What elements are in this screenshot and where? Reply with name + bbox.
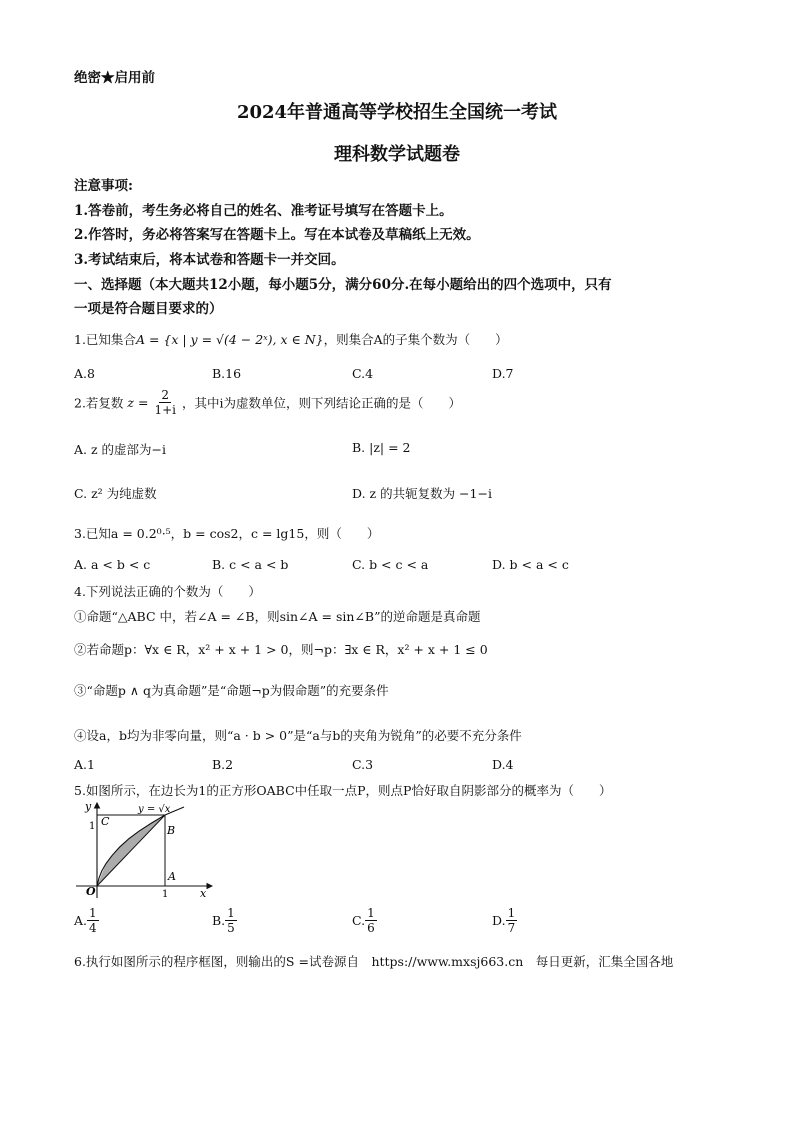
tick-y-1: 1	[89, 821, 96, 832]
point-b: B	[167, 824, 176, 837]
point-o: O	[86, 885, 96, 898]
question-3-stem: 3.已知a = 0.2⁰·⁵，b = cos2，c = lg15，则（ ）	[74, 526, 380, 541]
point-a: A	[168, 870, 176, 883]
q5-option-c-fraction	[365, 906, 377, 935]
q5-option-a	[74, 906, 99, 935]
q2-num: 2	[161, 388, 170, 402]
q4-statement-3: ③“命题p ∧ q为真命题”是“命题¬p为假命题”的充要条件	[74, 683, 389, 698]
q1-option-c: C.4	[352, 366, 374, 381]
q5-option-d-fraction	[506, 906, 518, 935]
section-heading-cont: 一项是符合题目要求的）	[74, 301, 223, 317]
question-6-stem	[74, 952, 673, 970]
section-heading: 一、选择题（本大题共12小题，每小题5分，满分60分.在每小题给出的四个选项中，只有	[74, 277, 612, 293]
q2-suffix: ，其中i为虚数单位，则下列结论正确的是（ ）	[181, 395, 461, 411]
q2-option-d: D. z 的共轭复数为 −1−i	[352, 486, 492, 501]
q1-option-a: A.8	[74, 366, 95, 381]
q5-option-a-den: 4	[89, 921, 97, 935]
q3-option-d: D. b < a < c	[492, 557, 569, 572]
curve-label: y = √x	[138, 804, 171, 815]
q1-suffix: ，则集合A的子集个数为（ ）	[323, 332, 508, 347]
point-c: C	[101, 815, 110, 828]
question-2-stem	[74, 388, 461, 417]
q5-option-c-den: 6	[367, 921, 375, 935]
exam-title: 2024年普通高等学校招生全国统一考试	[236, 102, 558, 123]
q5-option-a-num: 1	[89, 906, 97, 920]
exam-subtitle: 理科数学试题卷	[334, 144, 460, 165]
q5-option-d-letter: D.	[492, 913, 506, 928]
q5-option-b-letter: B.	[212, 913, 226, 928]
q5-option-a-letter: A.	[74, 913, 88, 928]
q4-option-a: A.1	[74, 757, 95, 772]
q5-option-b-fraction	[225, 906, 237, 935]
q5-option-c	[352, 906, 377, 935]
q1-option-b: B.16	[212, 366, 242, 381]
q4-statement-1: ①命题“△ABC 中，若∠A = ∠B，则sin∠A = sin∠B”的逆命题是真命题	[74, 609, 481, 624]
question-4-stem: 4.下列说法正确的个数为（ ）	[74, 584, 261, 599]
q2-option-a: A. z 的虚部为−i	[74, 442, 167, 457]
q5-option-a-fraction	[87, 906, 99, 935]
q4-option-c: C.3	[352, 757, 374, 772]
note-item: 3.考试结束后，将本试卷和答题卡一并交回。	[74, 252, 345, 268]
tick-x-1: 1	[162, 889, 169, 900]
q4-statement-2: ②若命题p：∀x ∈ R，x² + x + 1 > 0，则¬p：∃x ∈ R，x² + x + 1 ≤ 0	[74, 642, 488, 657]
q2-option-c: C. z² 为纯虚数	[74, 486, 157, 501]
q5-option-d	[492, 906, 517, 935]
y-axis-label: y	[85, 800, 92, 813]
q5-option-b-den: 5	[227, 921, 235, 935]
q5-figure	[72, 800, 220, 900]
q5-option-d-den: 7	[507, 921, 516, 935]
q2-den: 1+i	[154, 403, 176, 417]
q4-option-b: B.2	[212, 757, 234, 772]
notes-heading: 注意事项:	[74, 178, 133, 194]
note-item: 1.答卷前，考生务必将自己的姓名、准考证号填写在答题卡上。	[74, 203, 453, 219]
q2-z: z =	[127, 395, 149, 410]
q2-prefix: 2.若复数	[74, 395, 124, 411]
q2-fraction	[152, 388, 178, 417]
q3-option-b: B. c < a < b	[212, 557, 289, 572]
q3-option-c: C. b < c < a	[352, 557, 429, 572]
q6-stem: 6.执行如图所示的程序框图，则输出的S =	[74, 954, 309, 969]
question-1-stem	[74, 330, 508, 348]
q1-set: A = {x | y = √(4 − 2ˣ), x ∈ N}	[135, 332, 324, 347]
q6-source-note: 试卷源自 https://www.mxsj663.cn 每日更新，汇集全国各地	[308, 954, 674, 969]
q1-prefix: 1.已知集合	[74, 332, 136, 347]
secret-label: 绝密★启用前	[74, 70, 155, 86]
q5-option-c-letter: C.	[352, 913, 366, 928]
q5-option-d-num: 1	[507, 906, 516, 920]
note-item: 2.作答时，务必将答案写在答题卡上。写在本试卷及草稿纸上无效。	[74, 227, 480, 243]
q1-option-d: D.7	[492, 366, 514, 381]
q5-option-b-num: 1	[227, 906, 235, 920]
question-5-stem: 5.如图所示，在边长为1的正方形OABC中任取一点P，则点P恰好取自阴影部分的概率为（ ）	[74, 783, 612, 798]
q5-option-b	[212, 906, 237, 935]
q2-option-b: B. |z| = 2	[352, 440, 411, 455]
q3-option-a: A. a < b < c	[74, 557, 151, 572]
q5-option-c-num: 1	[367, 906, 375, 920]
q4-statement-4: ④设a，b均为非零向量，则“a · b > 0”是“a与b的夹角为锐角”的必要不充分条件	[74, 728, 522, 743]
q4-option-d: D.4	[492, 757, 514, 772]
x-axis-label: x	[200, 887, 207, 900]
